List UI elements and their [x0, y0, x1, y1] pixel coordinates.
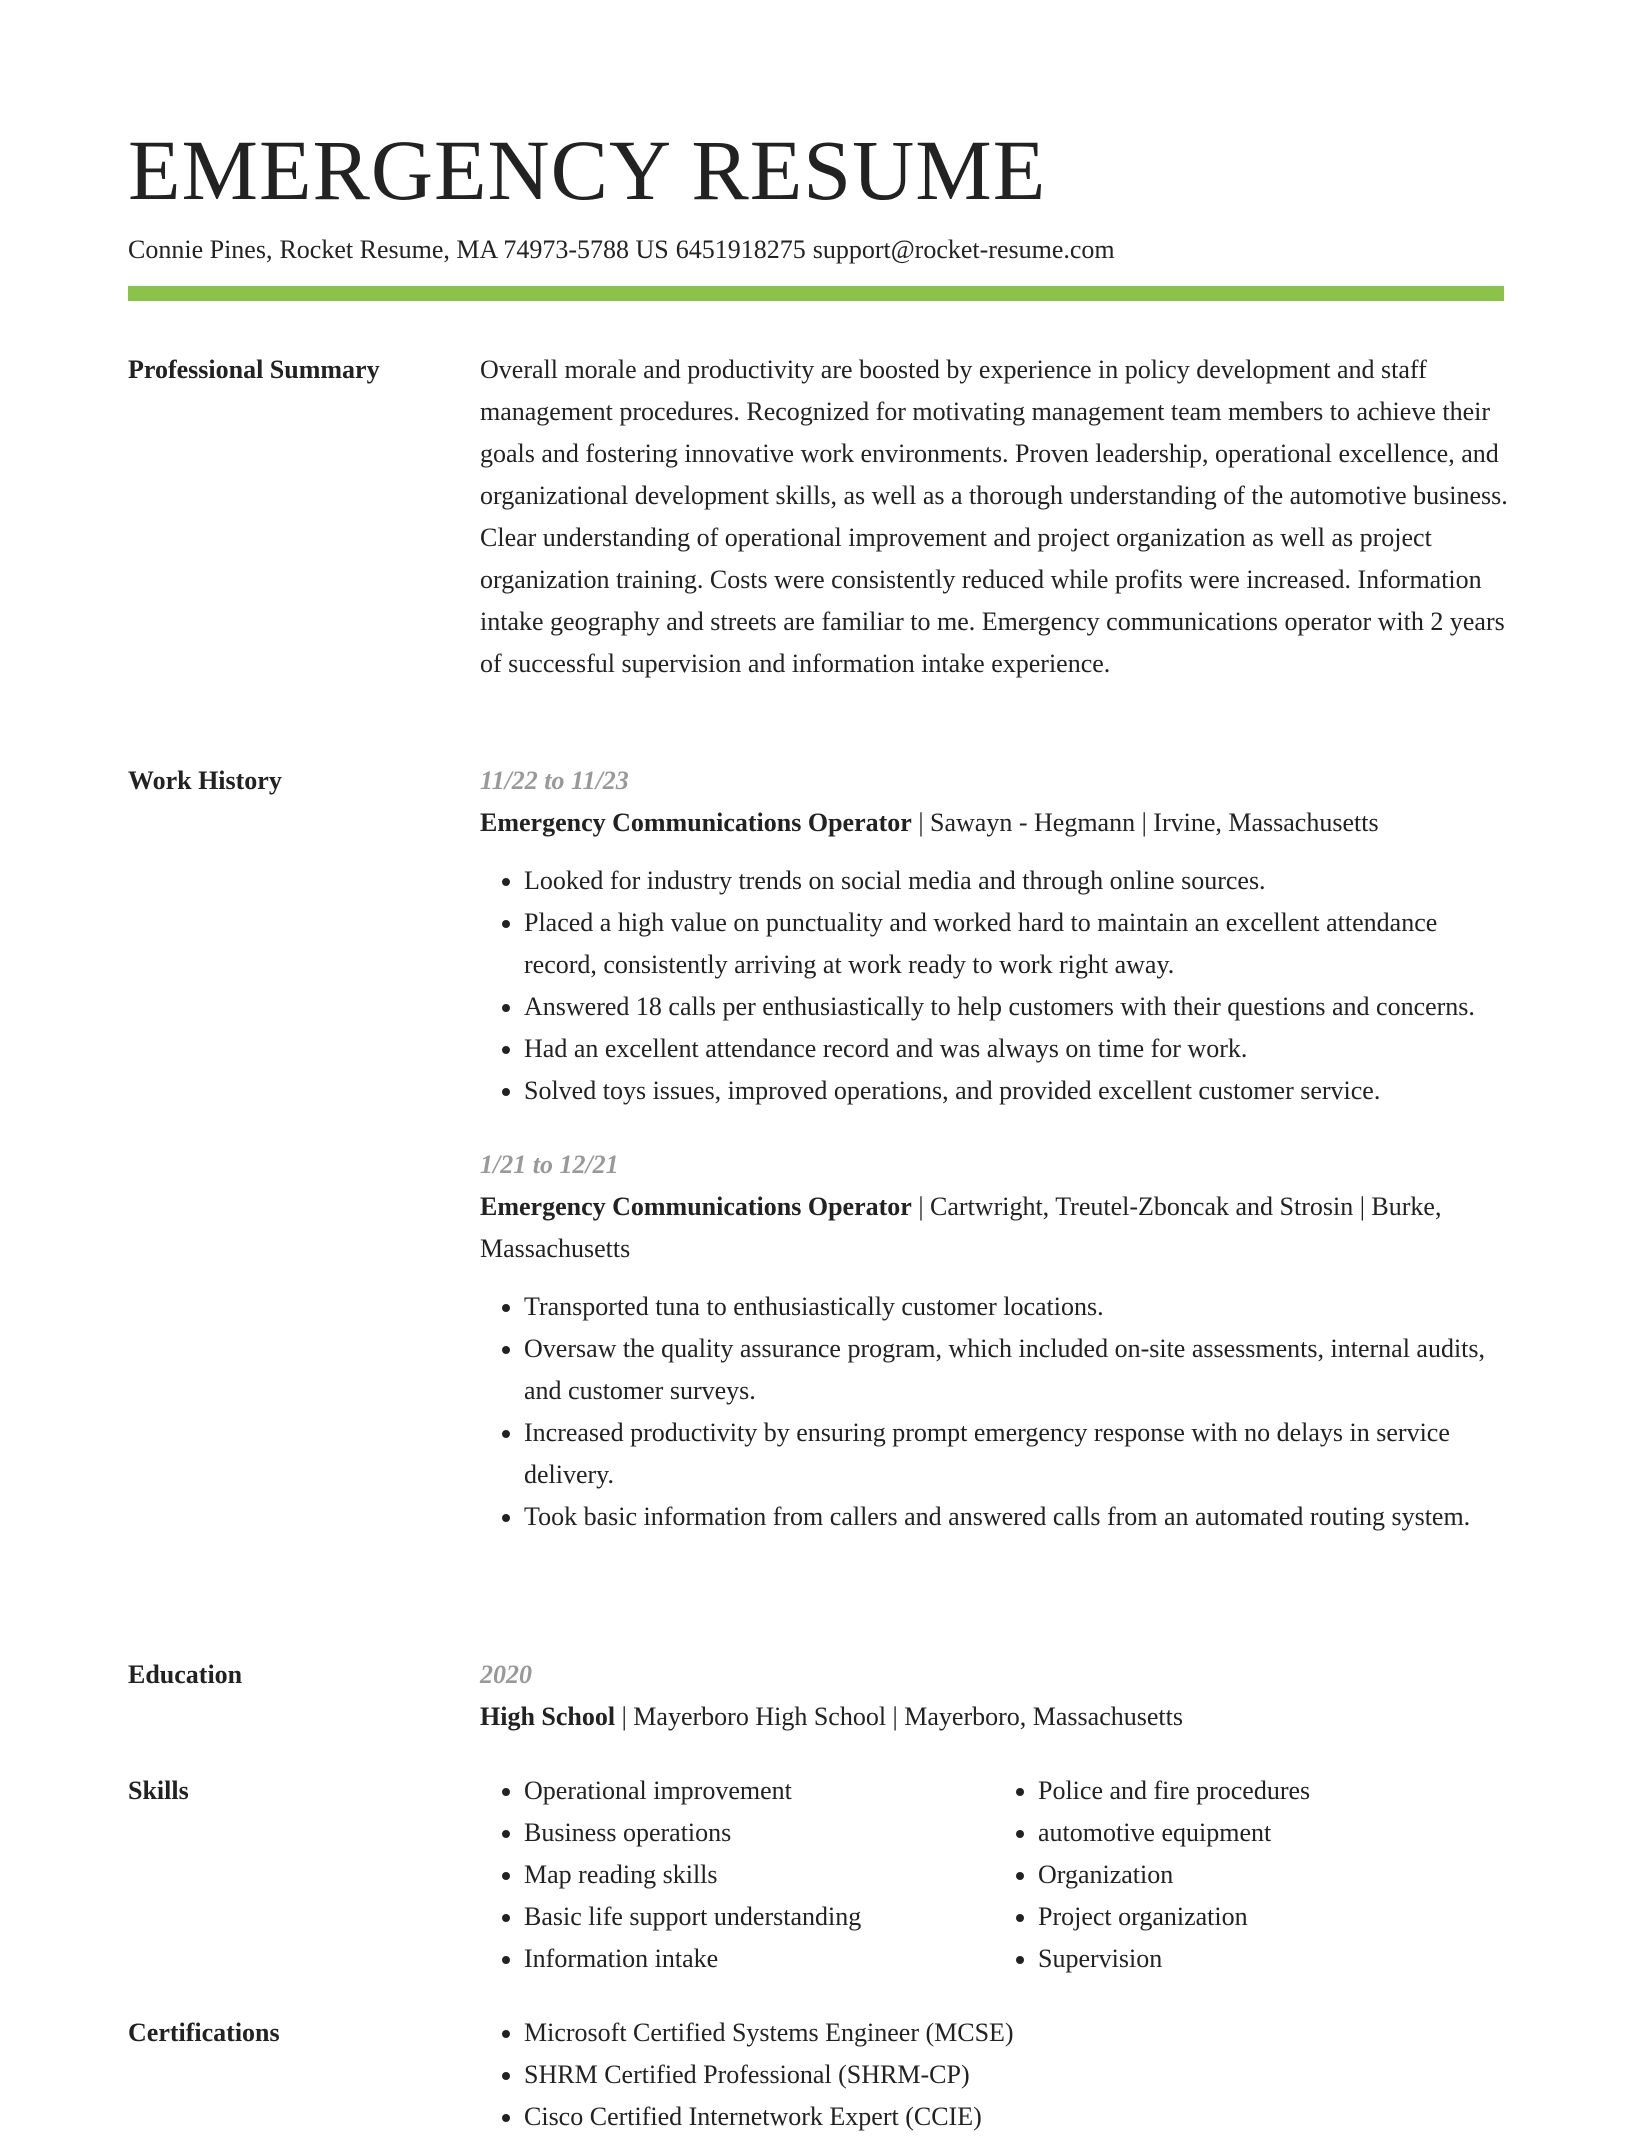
skills-column-1	[480, 1770, 994, 1980]
job-entry	[480, 1144, 1508, 1538]
certifications-body	[480, 2012, 1508, 2138]
list-item: • Project organization	[1038, 1896, 1508, 1938]
list-item: • Police and fire procedures	[1038, 1770, 1508, 1812]
list-item: • automotive equipment	[1038, 1812, 1508, 1854]
contact-line	[128, 232, 1504, 268]
list-item: • Microsoft Certified Systems Engineer (MCSE)	[524, 2012, 1508, 2054]
contact-name: Connie Pines,	[128, 235, 273, 264]
list-item: • Placed a high value on punctuality and worked hard to maintain an excellent attendance record, consistently arriving at work ready to work right away.	[524, 902, 1508, 986]
list-item: • Oversaw the quality assurance program, which included on-site assessments, internal audits, and customer surveys.	[524, 1328, 1508, 1412]
job-heading	[480, 1186, 1508, 1270]
skills-column-2	[994, 1770, 1508, 1980]
job-entry	[480, 760, 1508, 1112]
contact-address: Rocket Resume, MA 74973-5788 US	[279, 235, 669, 264]
education-year: 2020	[480, 1660, 532, 1689]
list-item: • Organization	[1038, 1854, 1508, 1896]
header-divider	[128, 286, 1504, 301]
list-item: • Took basic information from callers and answered calls from an automated routing system.	[524, 1496, 1508, 1538]
summary-text: Overall morale and productivity are boosted by experience in policy development and staff management procedures. Recognized for motivating management team members to achieve their goals and fostering innovative work environments. Proven leadership, operational excellence, and organizational development skills, as well as a thorough understanding of the automotive business. Clear understanding of operational improvement and project organization as well as project organization training. Costs were consistently reduced while profits were increased. Information intake geography and streets are familiar to me. Emergency communications operator with 2 years of successful supervision and information intake experience.	[480, 355, 1508, 678]
list-item: • Information intake	[524, 1938, 994, 1980]
list-item: • SHRM Certified Professional (SHRM-CP)	[524, 2054, 1508, 2096]
work-body	[480, 760, 1508, 1538]
list-item: • Operational improvement	[524, 1770, 994, 1812]
skills-body	[480, 1770, 1508, 1980]
job-bullets	[480, 1286, 1508, 1538]
list-item: • Basic life support understanding	[524, 1896, 994, 1938]
list-item: • Map reading skills	[524, 1854, 994, 1896]
section-label-education: Education	[128, 1660, 243, 1689]
job-dates: 11/22 to 11/23	[480, 766, 629, 795]
education-heading	[480, 1696, 1508, 1738]
section-label-skills: Skills	[128, 1776, 189, 1805]
job-title: Emergency Communications Operator	[480, 808, 912, 837]
resume-header	[128, 120, 1504, 268]
page-title: EMERGENCY RESUME	[128, 122, 1047, 218]
section-label-work: Work History	[128, 766, 282, 795]
certifications-list	[480, 2012, 1508, 2138]
section-label-summary: Professional Summary	[128, 355, 380, 384]
list-item: • Transported tuna to enthusiastically customer locations.	[524, 1286, 1508, 1328]
contact-phone: 6451918275	[675, 235, 806, 264]
contact-email: support@rocket-resume.com	[812, 235, 1115, 264]
list-item: • Solved toys issues, improved operations, and provided excellent customer service.	[524, 1070, 1508, 1112]
job-dates: 1/21 to 12/21	[480, 1150, 619, 1179]
list-item: • Looked for industry trends on social media and through online sources.	[524, 860, 1508, 902]
job-heading	[480, 802, 1508, 844]
section-label-certifications: Certifications	[128, 2018, 280, 2047]
job-title: Emergency Communications Operator	[480, 1192, 912, 1221]
list-item: • Answered 18 calls per enthusiastically to help customers with their questions and concerns.	[524, 986, 1508, 1028]
education-body	[480, 1654, 1508, 1738]
education-details: | Mayerboro High School | Mayerboro, Massachusetts	[615, 1702, 1183, 1731]
job-details: | Cartwright, Treutel-Zboncak and Strosin | Burke, Massachusetts	[480, 1192, 1442, 1263]
list-item: • Supervision	[1038, 1938, 1508, 1980]
summary-body	[480, 349, 1508, 685]
list-item: • Cisco Certified Internetwork Expert (CCIE)	[524, 2096, 1508, 2138]
job-bullets	[480, 860, 1508, 1112]
list-item: • Increased productivity by ensuring prompt emergency response with no delays in service delivery.	[524, 1412, 1508, 1496]
list-item: • Had an excellent attendance record and was always on time for work.	[524, 1028, 1508, 1070]
education-degree: High School	[480, 1702, 616, 1731]
job-details: | Sawayn - Hegmann | Irvine, Massachusetts	[911, 808, 1379, 837]
list-item: • Business operations	[524, 1812, 994, 1854]
